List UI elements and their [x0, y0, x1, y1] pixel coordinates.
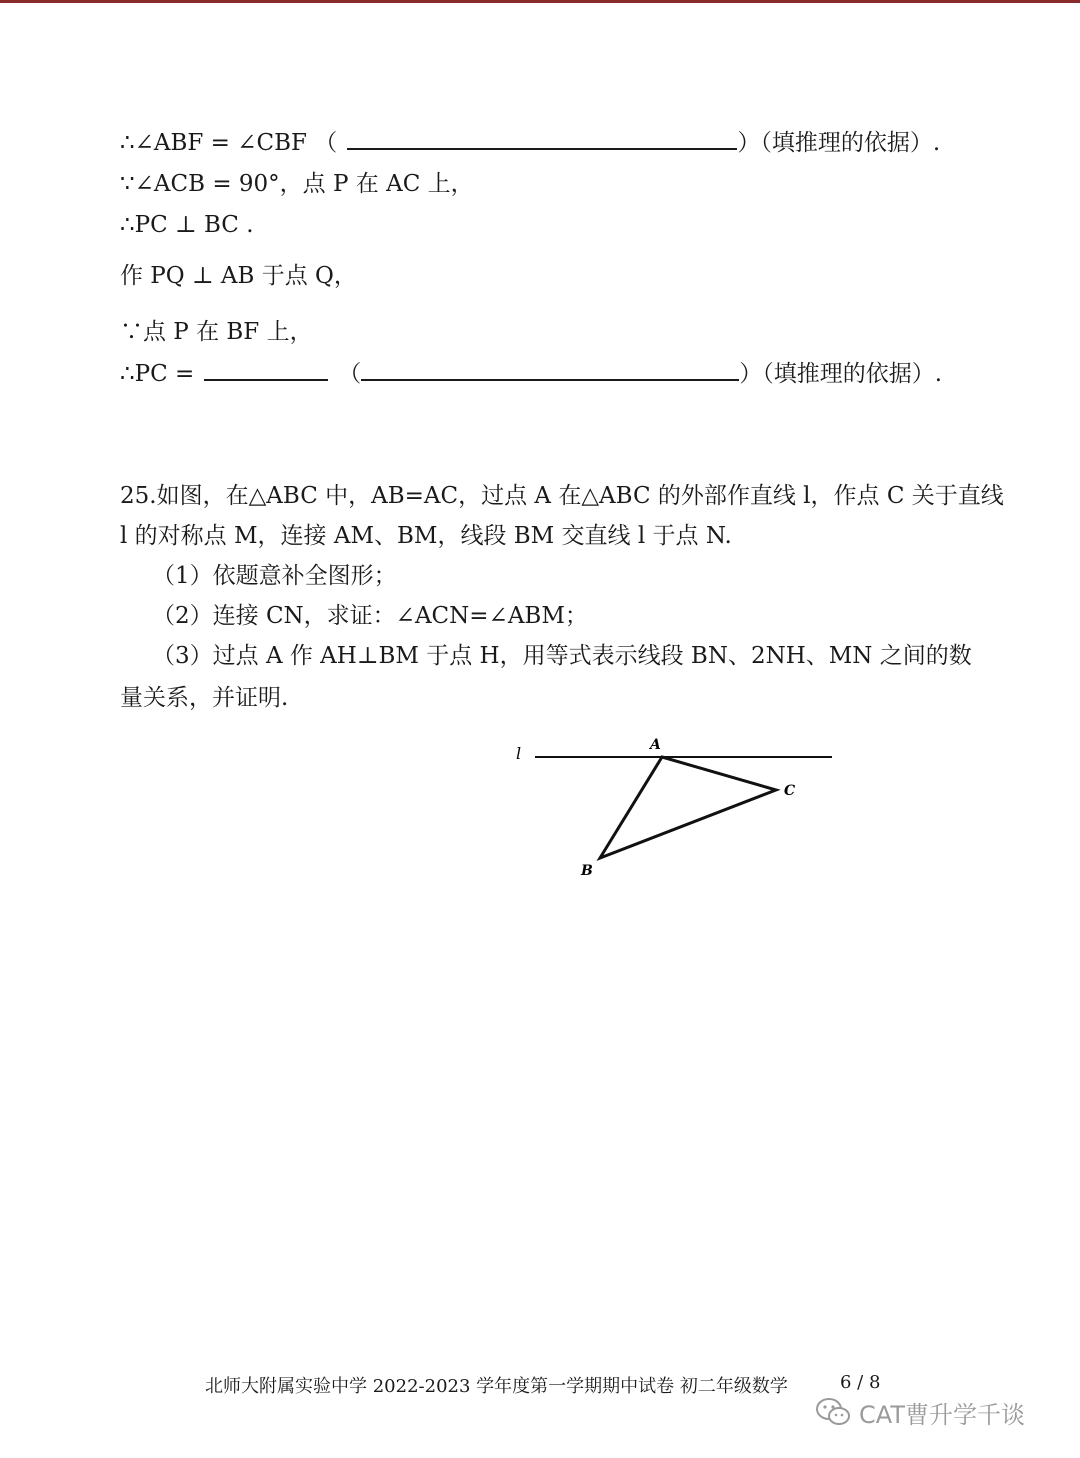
proof-line-6-open: （: [338, 361, 362, 387]
proof-line-1-close: ）（填推理的依据）.: [737, 130, 941, 156]
proof-line-6: [120, 359, 942, 388]
answer-blank-reason-2[interactable]: [361, 359, 739, 381]
answer-blank-reason-1[interactable]: [347, 128, 737, 150]
proof-line-4-text: 作 PQ ⊥ AB 于点 Q，: [120, 263, 357, 289]
label-b: B: [581, 863, 593, 879]
question-25-part-3-line-1: （3）过点 A 作 AH⊥BM 于点 H，用等式表示线段 BN、2NH、MN 之间的数: [152, 643, 972, 669]
question-25-line-1: 25.如图，在△ABC 中，AB=AC，过点 A 在△ABC 的外部作直线 l，作点 C 关于直线: [120, 483, 1004, 509]
answer-blank-pc[interactable]: [204, 359, 328, 381]
proof-line-1: [120, 128, 940, 157]
proof-line-2: [120, 170, 474, 198]
proof-line-5: [120, 318, 313, 346]
proof-line-2-text: ∵∠ACB = 90°，点 P 在 AC 上，: [120, 171, 474, 197]
question-25-line-2: l 的对称点 M，连接 AM、BM，线段 BM 交直线 l 于点 N.: [120, 523, 732, 549]
question-25-part-2: （2）连接 CN，求证：∠ACN=∠ABM；: [152, 603, 588, 629]
label-l: l: [516, 744, 522, 763]
triangle-figure: [500, 730, 850, 890]
proof-line-3: [120, 211, 254, 239]
proof-line-1-text: ∴∠ABF = ∠CBF （: [120, 130, 338, 156]
question-25-part-1: （1）依题意补全图形；: [152, 563, 397, 589]
label-c: C: [784, 783, 796, 799]
proof-line-4: [120, 262, 357, 290]
proof-line-3-text: ∴PC ⊥ BC .: [120, 212, 254, 238]
proof-line-6-close: ）（填推理的依据）.: [739, 361, 943, 387]
top-border: [0, 0, 1080, 3]
proof-line-6-text: ∴PC =: [120, 361, 195, 387]
question-25-part-3-line-2: 量关系，并证明.: [120, 685, 289, 711]
proof-line-5-text: ∵点 P 在 BF 上，: [120, 319, 313, 345]
watermark-text: CAT曹升学千谈: [859, 1400, 1025, 1429]
triangle-abc: [600, 757, 776, 858]
page-footer: 北师大附属实验中学 2022-2023 学年度第一学期期中试卷 初二年级数学: [205, 1376, 788, 1397]
watermark: [815, 1392, 1025, 1432]
label-a: A: [650, 737, 661, 753]
wechat-icon: [815, 1396, 851, 1428]
page-number: 6 / 8: [840, 1372, 881, 1393]
